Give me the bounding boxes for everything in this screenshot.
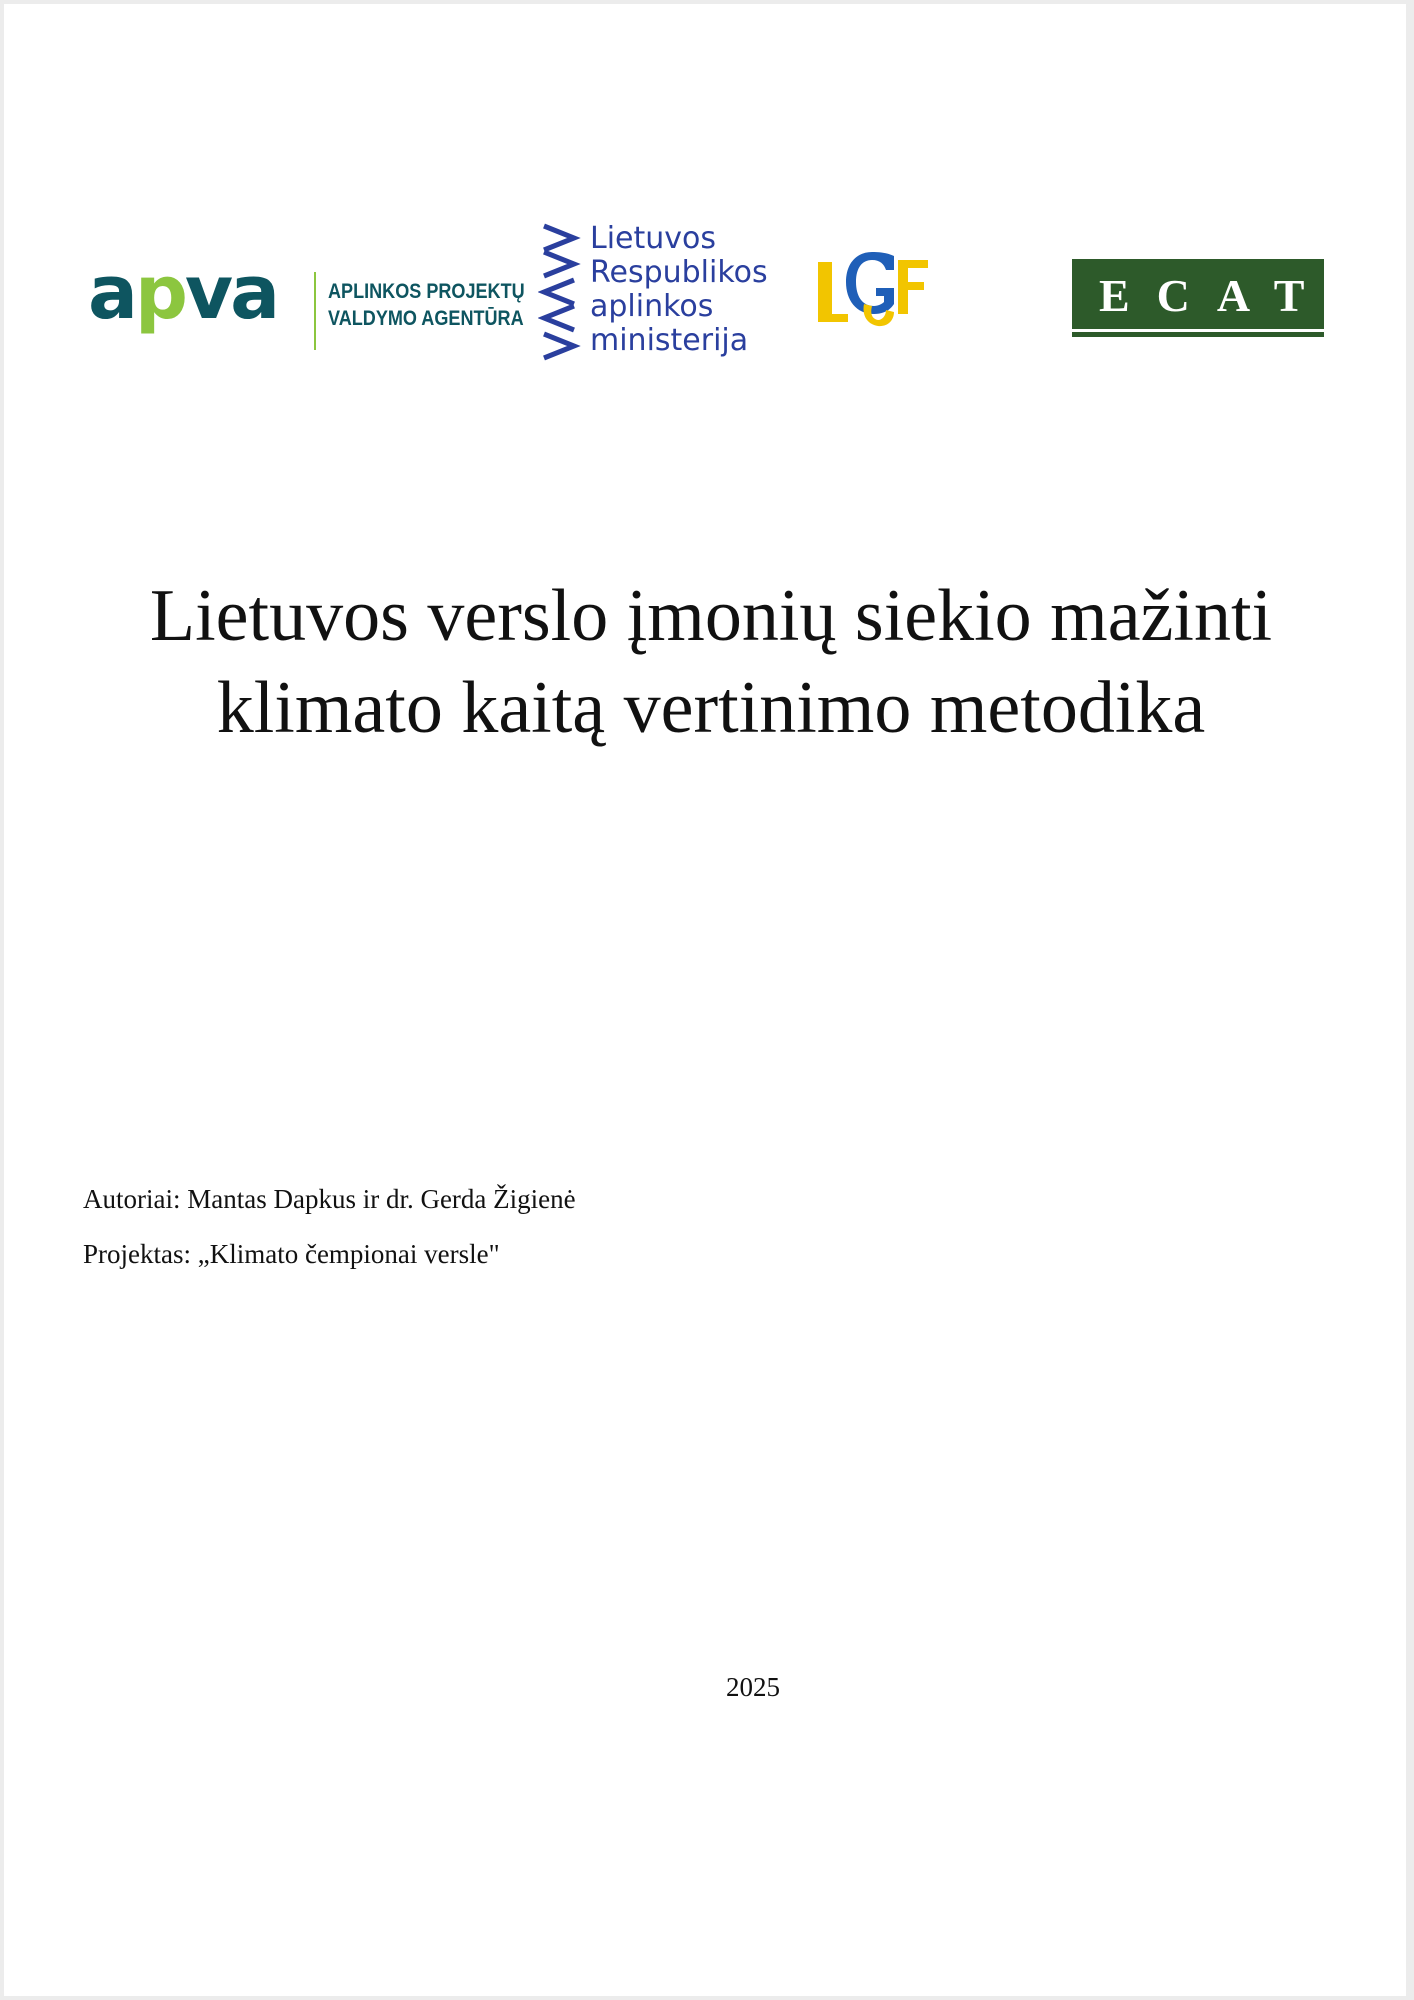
title-line-2: klimato kaitą vertinimo metodika	[216, 667, 1206, 749]
ecat-underline	[1072, 329, 1324, 332]
apva-agency-name: APLINKOS PROJEKTŲ VALDYMO AGENTŪRA	[328, 280, 525, 330]
ecat-wordmark: ECAT	[1099, 270, 1332, 321]
document-title	[4, 570, 1414, 754]
ministry-emblem-icon	[538, 222, 582, 362]
ministry-name: Lietuvos Respublikos aplinkos ministerija	[590, 221, 768, 358]
title-line-1: Lietuvos verslo įmonių siekio mažinti	[149, 575, 1273, 657]
lgf-emblem-icon	[812, 244, 932, 334]
apva-wordmark: apva	[88, 250, 278, 336]
project-line: Projektas: „Klimato čempionai versle"	[83, 1239, 500, 1269]
publication-year: 2025	[726, 1672, 780, 1702]
apva-logo	[88, 250, 528, 358]
ministry-logo	[538, 222, 798, 362]
ecat-logo	[1072, 259, 1332, 337]
document-page	[4, 4, 1406, 1996]
apva-divider	[314, 272, 316, 350]
authors-line: Autoriai: Mantas Dapkus ir dr. Gerda Žigienė	[83, 1184, 576, 1214]
lgf-logo	[812, 244, 932, 334]
